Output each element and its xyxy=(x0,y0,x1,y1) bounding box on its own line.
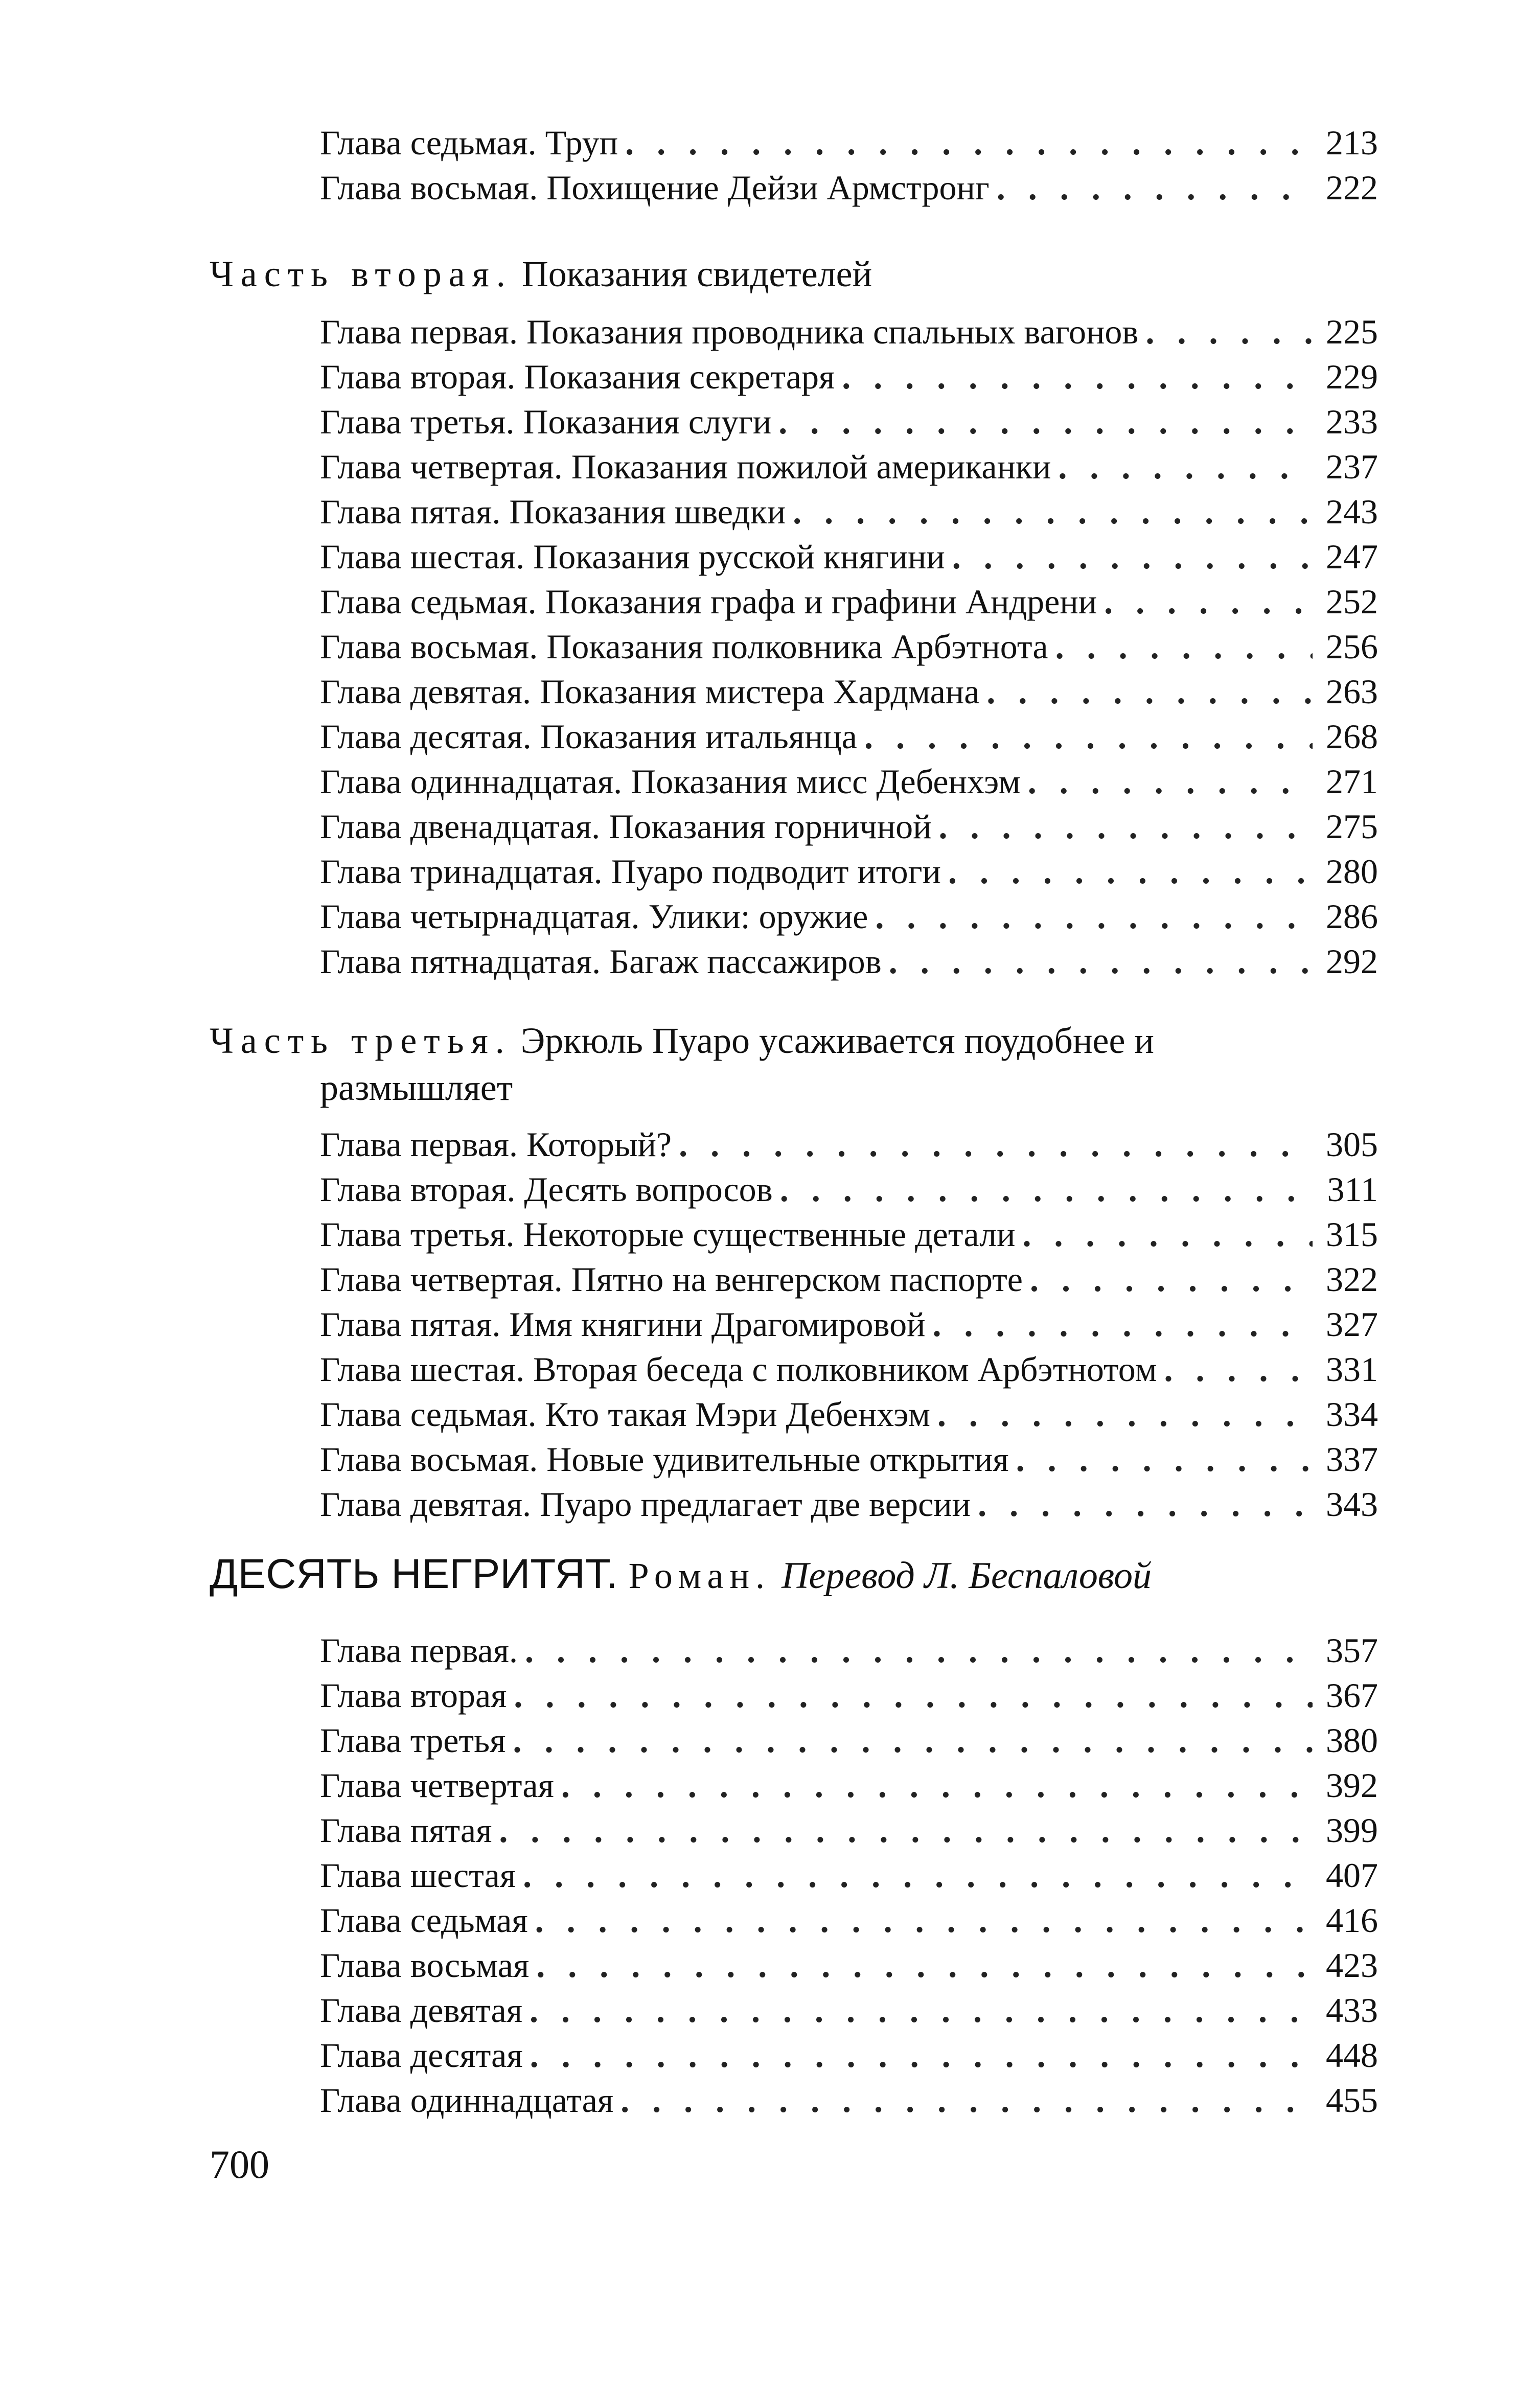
dot-leader xyxy=(1023,1212,1313,1257)
dot-leader xyxy=(1164,1347,1313,1392)
dot-leader xyxy=(864,714,1313,759)
entry-title: Глава девятая. Показания мистера Хардмана xyxy=(320,672,980,711)
book2-translation: Перевод Л. Беспаловой xyxy=(782,1555,1152,1597)
entry-page: 263 xyxy=(1326,672,1378,711)
entry-title: Глава вторая. Десять вопросов xyxy=(320,1170,773,1209)
entry-title: Глава двенадцатая. Показания горничной xyxy=(320,807,932,846)
toc-entry xyxy=(320,1718,1378,1763)
dot-leader xyxy=(523,1853,1313,1898)
entry-page: 433 xyxy=(1326,1991,1378,2030)
entry-page: 357 xyxy=(1326,1631,1378,1670)
toc-entry xyxy=(320,1943,1378,1988)
part3-title-line2: размышляет xyxy=(320,1067,513,1108)
dot-leader xyxy=(514,1673,1313,1718)
entry-page: 392 xyxy=(1326,1766,1378,1805)
entry-page: 448 xyxy=(1326,2036,1378,2075)
toc-entry xyxy=(320,1853,1378,1898)
toc-entry xyxy=(320,1122,1378,1167)
toc-entry xyxy=(320,120,1378,165)
dot-leader xyxy=(1028,759,1313,804)
book2-title: ДЕСЯТЬ НЕГРИТЯТ. xyxy=(210,1551,618,1597)
dot-leader xyxy=(842,354,1313,399)
dot-leader xyxy=(889,939,1313,984)
part2-label: Часть вторая. xyxy=(210,254,513,294)
dot-leader xyxy=(948,849,1313,894)
toc-entry xyxy=(320,1347,1378,1392)
entry-title: Глава вторая. Показания секретаря xyxy=(320,357,835,396)
toc-entry xyxy=(320,1988,1378,2033)
toc-entry xyxy=(320,444,1378,489)
toc-entry xyxy=(320,1673,1378,1718)
toc-entry xyxy=(320,1628,1378,1673)
entry-page: 322 xyxy=(1326,1260,1378,1299)
toc-entry xyxy=(320,849,1378,894)
entry-title: Глава восьмая xyxy=(320,1946,530,1985)
dot-leader xyxy=(530,1988,1313,2033)
dot-leader xyxy=(778,399,1313,444)
dot-leader xyxy=(530,2033,1313,2078)
entry-page: 222 xyxy=(1326,168,1378,207)
entry-title: Глава одиннадцатая xyxy=(320,2081,614,2120)
part3-label: Часть третья. xyxy=(210,1020,512,1061)
entry-page: 286 xyxy=(1326,897,1378,936)
toc-entry xyxy=(320,1437,1378,1482)
dot-leader xyxy=(536,1943,1313,1988)
toc-entry xyxy=(320,2078,1378,2123)
entry-page: 252 xyxy=(1326,582,1378,621)
entry-title: Глава четвертая. Показания пожилой американки xyxy=(320,447,1051,486)
entry-page: 247 xyxy=(1326,537,1378,576)
dot-leader xyxy=(499,1808,1313,1853)
part2-list xyxy=(320,309,1378,984)
entry-title: Глава седьмая. Показания графа и графини Андрени xyxy=(320,582,1097,621)
entry-page: 280 xyxy=(1326,852,1378,891)
entry-title: Глава шестая. Вторая беседа с полковником Арбэтнотом xyxy=(320,1350,1157,1389)
entry-title: Глава девятая xyxy=(320,1991,522,2030)
toc-entry xyxy=(320,714,1378,759)
toc-entry xyxy=(320,624,1378,669)
entry-page: 331 xyxy=(1326,1350,1378,1389)
entry-page: 256 xyxy=(1326,627,1378,666)
book2-genre: Роман. xyxy=(628,1555,771,1596)
toc-entry xyxy=(320,1212,1378,1257)
dot-leader xyxy=(937,1392,1313,1437)
entry-title: Глава десятая xyxy=(320,2036,523,2075)
toc-entry xyxy=(320,1257,1378,1302)
entry-title: Глава третья xyxy=(320,1721,506,1760)
entry-title: Глава седьмая xyxy=(320,1901,528,1940)
dot-leader xyxy=(780,1167,1313,1212)
toc-entry xyxy=(320,1392,1378,1437)
entry-page: 399 xyxy=(1326,1811,1378,1850)
entry-page: 225 xyxy=(1326,312,1378,351)
entry-title: Глава первая. Показания проводника спальных вагонов xyxy=(320,312,1139,351)
entry-page: 455 xyxy=(1326,2081,1378,2120)
entry-title: Глава девятая. Пуаро предлагает две версии xyxy=(320,1485,971,1524)
toc-entry xyxy=(320,534,1378,579)
entry-title: Глава пятая xyxy=(320,1811,492,1850)
book2-list xyxy=(320,1628,1378,2123)
dot-leader xyxy=(561,1763,1313,1808)
entry-title: Глава пятая. Имя княгини Драгомировой xyxy=(320,1305,926,1344)
entry-page: 380 xyxy=(1326,1721,1378,1760)
entry-title: Глава восьмая. Новые удивительные открытия xyxy=(320,1440,1009,1479)
entry-page: 243 xyxy=(1326,492,1378,531)
entry-page: 367 xyxy=(1326,1676,1378,1715)
entry-page: 229 xyxy=(1326,357,1378,396)
entry-page: 327 xyxy=(1326,1305,1378,1344)
dot-leader xyxy=(625,120,1313,165)
dot-leader xyxy=(679,1122,1313,1167)
part3-list xyxy=(320,1122,1378,1527)
toc-entry xyxy=(320,1763,1378,1808)
toc-entry xyxy=(320,759,1378,804)
entry-title: Глава четвертая xyxy=(320,1766,554,1805)
toc-entry xyxy=(320,579,1378,624)
dot-leader xyxy=(1055,624,1313,669)
dot-leader xyxy=(978,1482,1313,1527)
entry-page: 233 xyxy=(1326,402,1378,441)
dot-leader xyxy=(793,489,1313,534)
dot-leader xyxy=(525,1628,1313,1673)
toc-entry xyxy=(320,165,1378,210)
entry-title: Глава восьмая. Похищение Дейзи Армстронг xyxy=(320,168,990,207)
entry-title: Глава четвертая. Пятно на венгерском паспорте xyxy=(320,1260,1023,1299)
entry-page: 271 xyxy=(1326,762,1378,801)
entry-title: Глава пятнадцатая. Багаж пассажиров xyxy=(320,942,882,981)
dot-leader xyxy=(1104,579,1313,624)
toc-entry xyxy=(320,1898,1378,1943)
toc-entry xyxy=(320,354,1378,399)
entry-page: 237 xyxy=(1326,447,1378,486)
part1-tail-list xyxy=(320,120,1378,210)
dot-leader xyxy=(875,894,1313,939)
toc-entry xyxy=(320,804,1378,849)
entry-title: Глава одиннадцатая. Показания мисс Дебенхэм xyxy=(320,762,1021,801)
page-number: 700 xyxy=(210,2142,269,2187)
entry-page: 268 xyxy=(1326,717,1378,756)
entry-title: Глава десятая. Показания итальянца xyxy=(320,717,857,756)
entry-title: Глава пятая. Показания шведки xyxy=(320,492,786,531)
dot-leader xyxy=(986,669,1313,714)
entry-title: Глава первая. Который? xyxy=(320,1125,672,1164)
entry-title: Глава третья. Показания слуги xyxy=(320,402,772,441)
part2-heading xyxy=(210,250,1385,297)
entry-title: Глава вторая xyxy=(320,1676,507,1715)
dot-leader xyxy=(620,2078,1313,2123)
toc-entry xyxy=(320,1167,1378,1212)
toc-entry xyxy=(320,489,1378,534)
book2-heading xyxy=(210,1546,1436,1604)
part3-heading xyxy=(210,1017,1385,1111)
entry-page: 423 xyxy=(1326,1946,1378,1985)
toc-entry xyxy=(320,399,1378,444)
dot-leader xyxy=(997,165,1313,210)
part3-title-line1: Эркюль Пуаро усаживается поудобнее и xyxy=(520,1020,1154,1061)
dot-leader xyxy=(1030,1257,1313,1302)
toc-entry xyxy=(320,1482,1378,1527)
entry-title: Глава первая. xyxy=(320,1631,518,1670)
entry-page: 343 xyxy=(1326,1485,1378,1524)
entry-title: Глава третья. Некоторые существенные детали xyxy=(320,1215,1016,1254)
toc-entry xyxy=(320,939,1378,984)
entry-page: 334 xyxy=(1326,1395,1378,1434)
entry-page: 213 xyxy=(1326,123,1378,162)
entry-page: 416 xyxy=(1326,1901,1378,1940)
entry-page: 337 xyxy=(1326,1440,1378,1479)
entry-page: 311 xyxy=(1327,1170,1378,1209)
dot-leader xyxy=(952,534,1313,579)
toc-entry xyxy=(320,669,1378,714)
entry-title: Глава седьмая. Труп xyxy=(320,123,618,162)
entry-page: 292 xyxy=(1326,942,1378,981)
entry-page: 407 xyxy=(1326,1856,1378,1895)
entry-page: 305 xyxy=(1326,1125,1378,1164)
entry-title: Глава седьмая. Кто такая Мэри Дебенхэм xyxy=(320,1395,930,1434)
entry-title: Глава восьмая. Показания полковника Арбэтнота xyxy=(320,627,1048,666)
toc-entry xyxy=(320,2033,1378,2078)
entry-title: Глава шестая. Показания русской княгини xyxy=(320,537,945,576)
entry-page: 315 xyxy=(1326,1215,1378,1254)
dot-leader xyxy=(939,804,1313,849)
dot-leader xyxy=(1016,1437,1313,1482)
entry-title: Глава тринадцатая. Пуаро подводит итоги xyxy=(320,852,941,891)
dot-leader xyxy=(535,1898,1313,1943)
dot-leader xyxy=(1058,444,1313,489)
entry-title: Глава шестая xyxy=(320,1856,516,1895)
toc-entry xyxy=(320,894,1378,939)
entry-page: 275 xyxy=(1326,807,1378,846)
dot-leader xyxy=(513,1718,1313,1763)
part2-title: Показания свидетелей xyxy=(521,254,872,294)
dot-leader xyxy=(933,1302,1313,1347)
toc-entry xyxy=(320,1302,1378,1347)
dot-leader xyxy=(1145,309,1313,354)
toc-entry xyxy=(320,1808,1378,1853)
toc-entry xyxy=(320,309,1378,354)
entry-title: Глава четырнадцатая. Улики: оружие xyxy=(320,897,868,936)
